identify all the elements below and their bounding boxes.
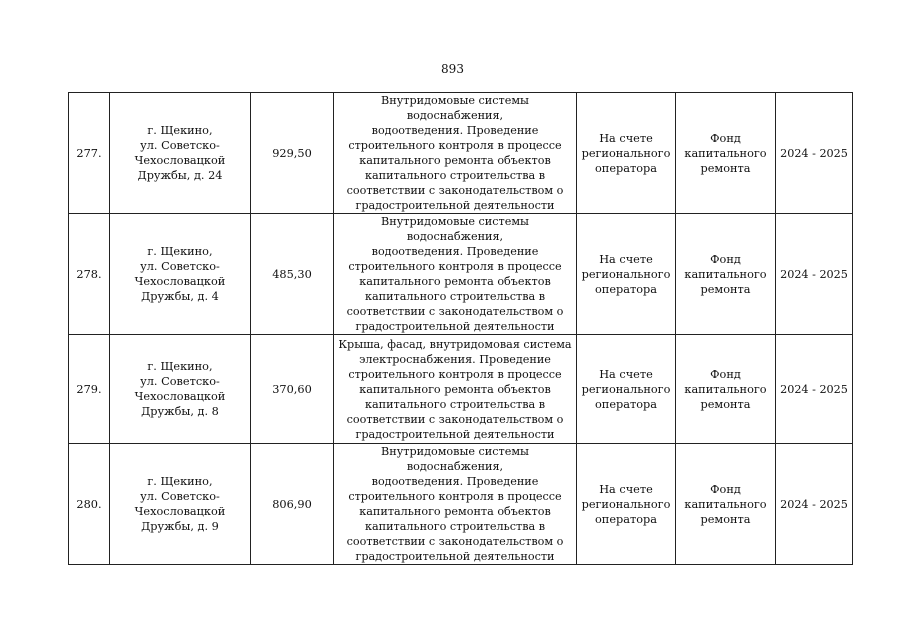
address-cell [110,335,251,444]
cell-line: ремонта [700,512,751,526]
cell-line: Фонд [710,131,741,145]
account-method-cell [577,214,676,335]
cell-line: регионального [581,267,671,281]
work-description-cell [334,214,577,335]
cell-line: ремонта [700,282,751,296]
table-row [69,335,853,444]
cell-line: соответствии с законодательством о [346,535,564,548]
cell-line: градостроительной деятельности [355,427,555,441]
cell-line: регионального [581,146,671,160]
cell-line: соответствии с законодательством о [346,412,564,426]
account-method-cell [577,93,676,214]
cell-line: электроснабжения. Проведение [359,352,551,366]
area-cell: 370,60 [251,335,334,444]
row-number-cell: 280. [69,444,110,565]
cell-line: регионального [581,382,671,396]
area-cell: 806,90 [251,444,334,565]
row-number-cell: 277. [69,93,110,214]
cell-line: Внутридомовые системы водоснабжения, [381,215,529,243]
cell-line: градостроительной деятельности [355,320,555,333]
cell-line: ул. Советско- [140,490,220,503]
cell-line: соответствии с законодательством о [346,305,564,318]
funding-source-cell [676,335,776,444]
cell-line: Дружбы, д. 24 [137,169,223,182]
cell-line: водоотведения. Проведение [371,475,539,488]
cell-line: Фонд [710,367,741,381]
cell-line: регионального [581,497,671,511]
cell-line: капитального [684,382,767,396]
cell-line: Фонд [710,252,741,266]
cell-line: оператора [594,282,657,296]
cell-line: ул. Советско- [140,375,220,388]
cell-line: капитального [684,146,767,160]
funding-source-cell [676,93,776,214]
cell-line: оператора [594,397,657,411]
cell-line: Дружбы, д. 8 [141,405,219,418]
cell-line: водоотведения. Проведение [371,124,539,137]
work-description-cell [334,444,577,565]
cell-line: Внутридомовые системы водоснабжения, [381,445,529,473]
row-number-cell: 279. [69,335,110,444]
cell-line: оператора [594,512,657,526]
cell-line: капитального [684,267,767,281]
table-row [69,444,853,565]
cell-line: строительного контроля в процессе [348,260,562,273]
cell-line: Дружбы, д. 4 [141,290,219,303]
cell-line: Фонд [710,482,741,496]
cell-line: строительного контроля в процессе [348,139,562,152]
cell-line: водоотведения. Проведение [371,245,539,258]
period-cell: 2024 - 2025 [776,335,853,444]
area-cell: 485,30 [251,214,334,335]
account-method-cell [577,444,676,565]
row-number-cell: 278. [69,214,110,335]
capital-repair-table [68,92,853,565]
cell-line: ремонта [700,161,751,175]
account-method-cell [577,335,676,444]
work-description-cell [334,93,577,214]
work-description-cell [334,335,577,444]
address-cell [110,444,251,565]
cell-line: капитального строительства в [364,290,546,303]
cell-line: ул. Советско- [140,260,220,273]
address-cell [110,93,251,214]
period-cell: 2024 - 2025 [776,93,853,214]
funding-source-cell [676,444,776,565]
cell-line: На счете [599,482,653,496]
area-cell: 929,50 [251,93,334,214]
cell-line: г. Щекино, [147,245,213,258]
cell-line: Дружбы, д. 9 [141,520,219,533]
cell-line: соответствии с законодательством о [346,184,564,197]
cell-line: На счете [599,131,653,145]
funding-source-cell [676,214,776,335]
cell-line: капитального ремонта объектов [359,505,551,518]
period-cell: 2024 - 2025 [776,444,853,565]
address-cell [110,214,251,335]
cell-line: Чехословацкой [134,390,226,403]
cell-line: г. Щекино, [147,124,213,137]
cell-line: градостроительной деятельности [355,199,555,212]
period-cell: 2024 - 2025 [776,214,853,335]
cell-line: капитального строительства в [364,397,546,411]
cell-line: Чехословацкой [134,154,226,167]
cell-line: строительного контроля в процессе [348,490,562,503]
cell-line: Крыша, фасад, внутридомовая система [338,337,572,351]
cell-line: Чехословацкой [134,275,226,288]
cell-line: ремонта [700,397,751,411]
cell-line: На счете [599,367,653,381]
table-row [69,93,853,214]
cell-line: На счете [599,252,653,266]
cell-line: г. Щекино, [147,475,213,488]
cell-line: капитального ремонта объектов [359,275,551,288]
cell-line: капитального ремонта объектов [359,154,551,167]
cell-line: капитального ремонта объектов [359,382,551,396]
cell-line: Внутридомовые системы водоснабжения, [381,94,529,122]
cell-line: капитального строительства в [364,169,546,182]
cell-line: Чехословацкой [134,505,226,518]
cell-line: ул. Советско- [140,139,220,152]
cell-line: градостроительной деятельности [355,550,555,563]
cell-line: капитального [684,497,767,511]
cell-line: капитального строительства в [364,520,546,533]
cell-line: г. Щекино, [147,360,213,373]
table-row [69,214,853,335]
page-number: 893 [441,62,464,76]
cell-line: оператора [594,161,657,175]
cell-line: строительного контроля в процессе [348,367,562,381]
